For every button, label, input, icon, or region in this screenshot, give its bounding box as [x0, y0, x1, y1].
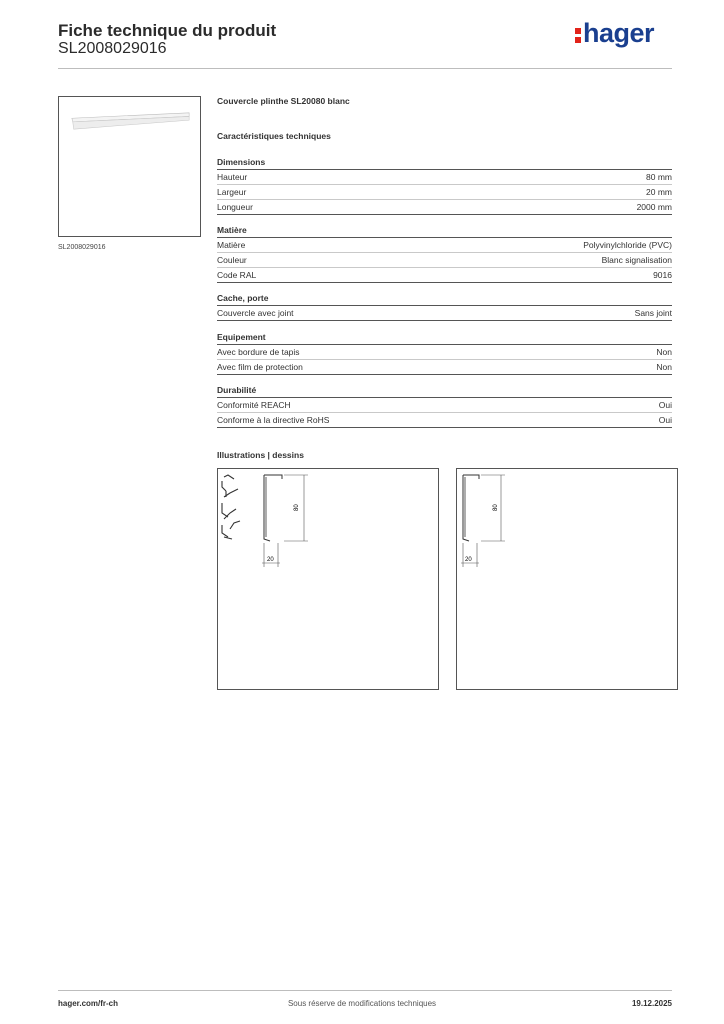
footer-divider: [58, 990, 672, 991]
product-image-caption: SL2008029016: [58, 244, 106, 251]
spec-label: Couleur: [217, 255, 247, 265]
spec-label: Largeur: [217, 187, 247, 197]
footer-website: hager.com/fr-ch: [58, 999, 119, 1008]
spec-section: [217, 224, 672, 283]
height-dimension-label: 80: [493, 504, 499, 511]
spec-row: [217, 306, 672, 321]
footer-disclaimer: Sous réserve de modifications techniques: [287, 999, 437, 1008]
spec-row: [217, 360, 672, 375]
spec-row: [217, 185, 672, 200]
spec-value: Blanc signalisation: [601, 255, 672, 265]
spec-row: [217, 398, 672, 413]
hager-logo: hager: [575, 18, 654, 49]
spec-row: [217, 268, 672, 283]
spec-section-title: Matière: [217, 224, 672, 238]
spec-value: Non: [656, 362, 672, 372]
spec-label: Conforme à la directive RoHS: [217, 415, 330, 425]
spec-label: Longueur: [217, 202, 253, 212]
drawing-box-1: [217, 468, 439, 690]
spec-label: Avec film de protection: [217, 362, 303, 372]
header-divider: [58, 68, 672, 69]
height-dimension-label: 80: [294, 504, 300, 511]
spec-value: 80 mm: [646, 172, 672, 182]
spec-value: Oui: [658, 400, 672, 410]
spec-label: Matière: [217, 240, 246, 250]
spec-section-title: Dimensions: [217, 156, 672, 170]
width-dimension-label: 20: [267, 557, 274, 563]
width-dimension-label: 20: [465, 557, 472, 563]
spec-value: Non: [656, 347, 672, 357]
spec-value: 9016: [653, 270, 672, 280]
product-name: Couvercle plinthe SL20080 blanc: [217, 96, 350, 106]
product-photo-icon: [64, 111, 197, 131]
spec-section: [217, 331, 672, 375]
spec-label: Conformité REACH: [217, 400, 291, 410]
characteristics-title: Caractéristiques techniques: [217, 131, 331, 141]
logo-dots-icon: [575, 25, 581, 45]
drawing-box-2: [456, 468, 678, 690]
spec-value: Oui: [658, 415, 672, 425]
spec-row: [217, 253, 672, 268]
spec-section: [217, 384, 672, 428]
spec-row: [217, 413, 672, 428]
spec-row: [217, 170, 672, 185]
spec-label: Hauteur: [217, 172, 248, 182]
spec-label: Avec bordure de tapis: [217, 347, 300, 357]
spec-section-title: Cache, porte: [217, 292, 672, 306]
spec-label: Couvercle avec joint: [217, 308, 294, 318]
spec-label: Code RAL: [217, 270, 257, 280]
spec-section-title: Durabilité: [217, 384, 672, 398]
spec-value: Sans joint: [634, 308, 672, 318]
product-reference: SL2008029016: [58, 40, 167, 57]
spec-section: [217, 156, 672, 215]
illustrations-title: Illustrations | dessins: [217, 450, 304, 460]
product-image: [58, 96, 201, 237]
spec-row: [217, 345, 672, 360]
spec-value: 20 mm: [646, 187, 672, 197]
profile-drawing-1: [218, 469, 438, 689]
footer-date: 19.12.2025: [631, 999, 672, 1008]
spec-row: [217, 238, 672, 253]
spec-section: [217, 292, 672, 321]
spec-section-title: Equipement: [217, 331, 672, 345]
spec-value: 2000 mm: [636, 202, 672, 212]
profile-drawing-2: [457, 469, 677, 689]
spec-row: [217, 200, 672, 215]
spec-value: Polyvinylchloride (PVC): [583, 240, 672, 250]
page-title: Fiche technique du produit: [58, 21, 277, 40]
